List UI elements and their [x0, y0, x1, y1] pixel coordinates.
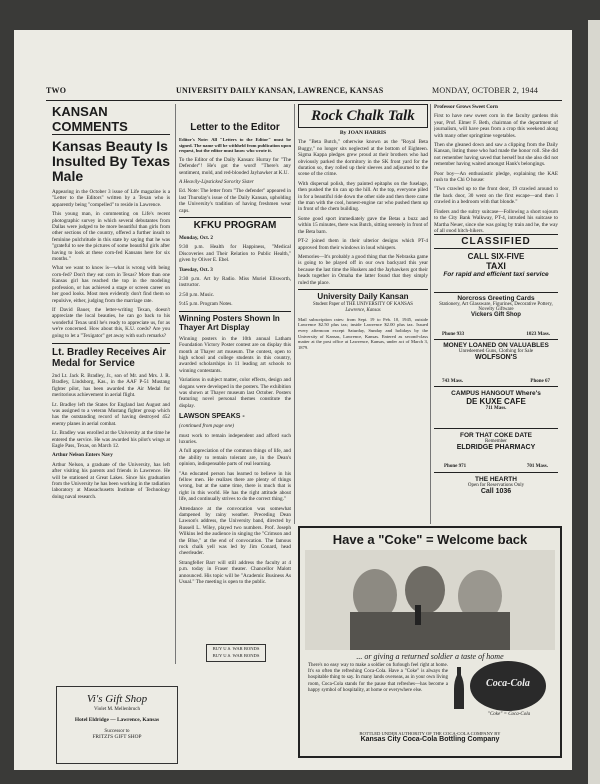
page-header — [46, 86, 562, 100]
paper-info: Mail subscription rates: from Sept. 19 to Feb. 10, 1945, outside Lawrence $2.50 plus tax; inside Lawrence $2.00 plus tax. Issued every afternoon except Saturday, Sunday and holidays by the University of Kansas, Lawrence, Kansas. Entered as second-class matter at the post office at Lawrence, Kansas, under act of March 3, 1879. — [298, 316, 428, 350]
article-paragraph: Strangfeller Barr will still address the faculty at 4 p.m. today in Fraser theater. Chancellor Malott announced. His topic will be "Academic Business As Usual." The meeting is open to the public. — [179, 559, 291, 586]
ad-tagline: ... or giving a returned soldier a taste of home — [356, 652, 504, 661]
coke-logo: Coca-Cola — [486, 678, 530, 689]
article-paragraph: Winning posters in the 10th annual Latham Foundation Victory Poster contest are on display this month at Thayer art museum. The contest, open to high school and college students in this country, awarded scholarships in 11 leading art schools to winning contestants. — [179, 335, 291, 374]
column-professor — [434, 104, 558, 232]
article-paragraph: Appearing in the October 3 issue of Life magazine is a "Letter to the Editors" written by a Texan who is apparently being "compelled" to reside in Lawrence. — [52, 189, 170, 208]
article-paragraph: The "Beta Butch," otherwise known as the "Royal Beta Buggy," no longer sits neglected at the bottom of Eighteen. Sigma Kappa pledges grew proud at their brothers who had obviously parked the dormitory in the SK front yard for the duration so, they rolled up their sleeves and adjourned to the scene of the crime. — [298, 139, 428, 178]
byline: By JOAN HARRIS — [339, 130, 387, 136]
article-paragraph: If David Bauer, the letter-writing Texan, doesn't appreciate the local beauties, he can go back to his wonderful Texas until he's ready to appreciate us, for as we're concerned. How about this, K.U. coeds? Are you going to let a "Texigator" get away with such remarks? — [52, 306, 170, 339]
ad-heading: Norcross Greeting Cards — [457, 295, 535, 302]
ad-line: 711 Mass. — [485, 406, 507, 411]
radio-item: 9:45 p.m. Program Notes. — [179, 301, 233, 308]
radio-item: 9:30 p.m. Health for Happiness, "Medical Discoveries and Their Relation to Public Health," given by Oliver E. Ebel. — [179, 244, 291, 264]
header-rule — [46, 100, 562, 101]
coke-logo-badge — [470, 661, 546, 711]
article-paragraph: PT-2 joined them in their ulterior designs which PT-4 approved from their windows in loud whispers. — [298, 238, 428, 251]
ad-subheading: TAXI — [486, 261, 506, 271]
ad-heading: CALL SIX-FIVE — [467, 252, 525, 261]
ad-phone: Phone 67 — [530, 379, 550, 384]
vis-gift-shop-ad — [56, 686, 178, 764]
article-paragraph: This young man, in commenting on Life's recent photographic survey in which several debutantes from Dallas were judged to be more beautiful than girls from other sections of the country, offered a further insult to feminine pulchritude in this state by saying that he was "grateful to see the pictures of some beautiful girls after having to look at these corn-fed Kansans here for six months." — [52, 211, 170, 263]
rock-chalk-banner — [298, 104, 428, 128]
radio-day: Monday, Oct. 2 — [179, 235, 214, 242]
ad-line: Vickers Gift Shop — [471, 312, 521, 318]
headline-kansas-beauty: Kansas Beauty Is Insulted By Texas Male — [52, 138, 170, 184]
classified-greeting-cards — [434, 293, 558, 340]
ad-title: Vi's Gift Shop — [86, 693, 148, 705]
ad-line: ELDRIDGE PHARMACY — [456, 444, 536, 451]
classified-title: CLASSIFIED — [434, 234, 558, 249]
war-bonds-line: BUY U.S. WAR BONDS — [212, 646, 260, 651]
ad-line: WOLFSON'S — [474, 354, 518, 361]
classified-taxi — [434, 249, 558, 293]
article-paragraph: Attendance at the convocation was somewhat dampened by rainy weather. Preceding Dean Lawson's address, the University band, directed by Russell L. Wiley, played two numbers. Prof. Joseph Wilkins led the audience in singing the "Crimson and the Blue," at the end of convocation. The famous rock chalk yell was led by Jim Conard, head cheerleader. — [179, 505, 291, 557]
ad-heading: MONEY LOANED ON VALUABLES — [443, 342, 549, 349]
ad-hotel: Hotel Eldridge — Lawrence, Kansas — [74, 717, 160, 723]
ad-subheading: Open for Reservations Only — [467, 483, 525, 488]
article-paragraph: "Two crawled up to the front door, 19 crawled around to the back door, 30 went on the first escape—and then I crawled in a bedroom with that blonde." — [434, 186, 558, 206]
column-title: Rock Chalk Talk — [311, 108, 415, 124]
radio-item: 2:50 p.m. Music. — [179, 291, 215, 298]
ad-body: There's no easy way to make a soldier on furlough feel right at home. It's so often the refreshing Coca-Cola. Have a "Coke" is always the hospitable thing to say. In many lands overseas, as in your own living room, Coca-Cola stands for the pause that refreshes—has become a happy symbol of hospitality, at home or everywhere else. — [308, 663, 448, 693]
article-paragraph: A full appreciation of the common things of life, and the ability to remain tolerant are, in the Dean's opinion, indispensable parts of real learning. — [179, 448, 291, 468]
ad-company: Kansas City Coca-Cola Bottling Company — [360, 736, 500, 743]
war-bonds-line: BUY U.S. WAR BONDS — [212, 653, 260, 658]
article-paragraph: Then she gleaned down and saw a clipping from the Daily Kansan, listing those who had made the honor roll. She did not remember having saved that herself but she also did not remember having waited amongst Hank's belongings. — [434, 142, 558, 168]
ad-address: 701 Mass. — [526, 464, 548, 469]
article-paragraph: Poor boy—An enthusiastic pledge, explaining the KAE rush to the Chi O house: — [434, 170, 558, 184]
ad-successor: Successor to — [104, 729, 130, 734]
editor-note: Editor's Note: All "Letters to the Editor" must be signed. The name will be withheld from publication upon request, but the editor must know who wrote it. — [179, 137, 291, 154]
ad-heading: FOR THAT COKE DATE — [460, 432, 532, 439]
ad-bottler: BOTTLED UNDER AUTHORITY OF THE COCA-COLA COMPANY BY — [359, 731, 501, 736]
section-title: KANSAN COMMENTS — [52, 104, 170, 135]
continued-note: (continued from page one) — [179, 423, 234, 430]
radio-day: Tuesday, Oct. 3 — [179, 266, 213, 273]
headline-sweet-corn: Professor Grows Sweet Corn — [434, 104, 498, 110]
classified-eldridge — [434, 429, 558, 473]
headline-bradley: Lt. Bradley Receives Air Medal for Service — [52, 346, 167, 369]
article-paragraph: Arthur Nelson, a graduate of the University, has left after visiting his parents and friends in Lawrence. He will be stationed at Great Lakes. Since his graduation from the University he has been working in the radiation laboratory at Massachusetts Institute of Technology doing naval research. — [52, 461, 170, 500]
article-paragraph: With dispersal polish, they painted epitaphs on the fuselage, then pushed the tin can up the hill. At the top, everyone piled in for a beautiful ride down the other side and then there came the man with the cool, honest-engine car who pushed them up in front of the chem building. — [298, 180, 428, 213]
letter-paragraph: To the Editor of the Daily Kansan: Hurray for "The Defender"! He's got the word! "There's any sentiment, mold, and red-blooded Jayhawker at K.U. — [179, 156, 291, 176]
page-number: TWO — [46, 86, 67, 95]
masthead: UNIVERSITY DAILY KANSAN, LAWRENCE, KANSAS — [176, 86, 384, 95]
article-paragraph: What we want to know is—what is wrong with being corn-fed? Don't they eat corn in Texas? More than one Kansas girl has reached the top in the modeling profession, or has achieved a stage or screen career on her good looks. Most men evidently don't find them so repulsive, either, judging from the marriage rate. — [52, 265, 170, 304]
ad-address: 743 Mass. — [442, 379, 464, 384]
ad-former-shop: FRITZI'S GIFT SHOP — [92, 734, 142, 740]
adjacent-page-edge — [588, 20, 600, 784]
headline-posters: Winning Posters Shown In Thayer Art Display — [179, 311, 291, 333]
ad-heading: THE HEARTH — [475, 476, 517, 483]
radio-program-title: KFKU PROGRAM — [179, 217, 291, 232]
ad-line: Call 1036 — [480, 488, 512, 495]
paper-title: University Daily Kansan — [317, 291, 409, 301]
classified-de-kuxe — [434, 387, 558, 429]
subhead-nelson: Arthur Nelson Enters Navy — [52, 452, 113, 459]
article-paragraph: "An educated person has learned to believe in his fellow men. He realizes there are plenty of things wrong, but at the same time, there is much that is right in this world. He has the right attitude about life, and continually strives to do the correct thing." — [179, 470, 291, 503]
article-paragraph: must work to remain independent and afford such luxuries. — [179, 432, 291, 445]
coke-bottle-icon — [452, 667, 466, 711]
ad-subheading: Stationery, Art Glassware, Figurines, Decorative Pottery, Novelty Giftware — [439, 302, 553, 312]
ad-line: For rapid and efficient taxi service — [443, 271, 549, 278]
classified-section — [434, 234, 558, 524]
paper-place: Lawrence, Kansas — [345, 308, 381, 314]
article-paragraph: Finders and the sultry suitcase—Following a short sojourn to the City Bank Walkway, PT-4, intruded his suitcase to Martha Neuer, since she was going by train and he, the way of all good hitch-hikers. — [434, 208, 558, 232]
coca-cola-ad — [298, 526, 562, 758]
radio-item: 2:30 p.m. Art by Radio. Miss Muriel Ellsworth, instructor. — [179, 276, 291, 289]
classified-hearth — [434, 473, 558, 512]
ad-subheading: Unredeemed Guns, Clothing for Sale — [458, 349, 534, 354]
ad-heading: CAMPUS HANGOUT Where's — [451, 390, 541, 397]
ad-phone: Phone 971 — [444, 464, 467, 469]
article-paragraph: Some good sport immediately gave the Betas a buzz and within 15 minutes, there was Butch, sitting serenely in front of the Beta barn. — [298, 215, 428, 235]
war-bonds-box — [206, 644, 266, 662]
headline-lawson: LAWSON SPEAKS - — [179, 413, 245, 421]
column-kansan-comments — [52, 104, 170, 664]
paper-subtitle: Student Paper of THE UNIVERSITY OF KANSAS — [313, 301, 413, 307]
letter-paragraph: Ed. Note: The letter from "The defender" appeared in last Thursday's issue of the Daily Kansan, upholding the University's tradition of having freshmen wear caps. — [179, 188, 291, 214]
article-paragraph: Memories—It's probably a good thing that the Nebraska game is going to be played off in our own backyard this year because the last time the Huskers and the Jayhawkers got their heads together in Omaha the latter found that they simply ruled the place. — [298, 253, 428, 286]
classified-wolfsons — [434, 340, 558, 387]
article-paragraph: First to have new sweet corn in the faculty gardens this year, Prof. Elmer F. Beth, chairman of the department of journalism, will have peas from a crop this weekend along with many other springtime vegetables. — [434, 113, 558, 139]
column-letters — [179, 122, 291, 664]
letter-signature: A Heavily-Lipsticked Sorority Sister — [179, 179, 254, 185]
article-paragraph: Lt. Bradley was enrolled at the University at the time he entered the service. He was awarded his pilot's wings at Eagle Pass, Texas, on March 12. — [52, 430, 170, 449]
column-rule — [430, 104, 431, 524]
column-rule — [175, 104, 176, 664]
soldier-illustration — [305, 550, 555, 650]
ad-owner: Violet M. Mellenbruch — [94, 707, 140, 712]
ad-subheading: DE KUXE CAFE — [466, 397, 526, 406]
ad-subheading: Remember — [485, 439, 507, 444]
column-rule — [294, 104, 295, 524]
ad-phone: Phone 933 — [442, 332, 465, 337]
article-paragraph: Variations in subject matter, color effects, design and slogans were developed in the posters. The exhibition was shown at Thayer museum last October. Posters featuring novel personal themes constitute the display. — [179, 377, 291, 409]
article-paragraph: 2nd Lt. Jack R. Bradley, Jr., son of Mr. and Mrs. J. R. Bradley, Lindsborg, Kas., in the AAF P-51 Mustang fighter pilot, has been awarded the Air Medal for meritorious achievement in aerial flight. — [52, 372, 170, 399]
issue-date: MONDAY, OCTOBER 2, 1944 — [432, 86, 539, 95]
article-paragraph: Lt. Bradley left the States for England last August and was assigned to a veteran Mustang fighter group which has the outstanding record of having destroyed 452 enemy planes in aerial combat. — [52, 401, 170, 427]
coke-logo-sub: "Coke" = Coca-Cola — [487, 712, 531, 717]
ad-address: 1023 Mass. — [526, 332, 550, 337]
headline-letter: Letter to the Editor — [190, 122, 280, 133]
column-rock-chalk — [298, 104, 428, 524]
ad-headline: Have a "Coke" = Welcome back — [332, 532, 528, 547]
